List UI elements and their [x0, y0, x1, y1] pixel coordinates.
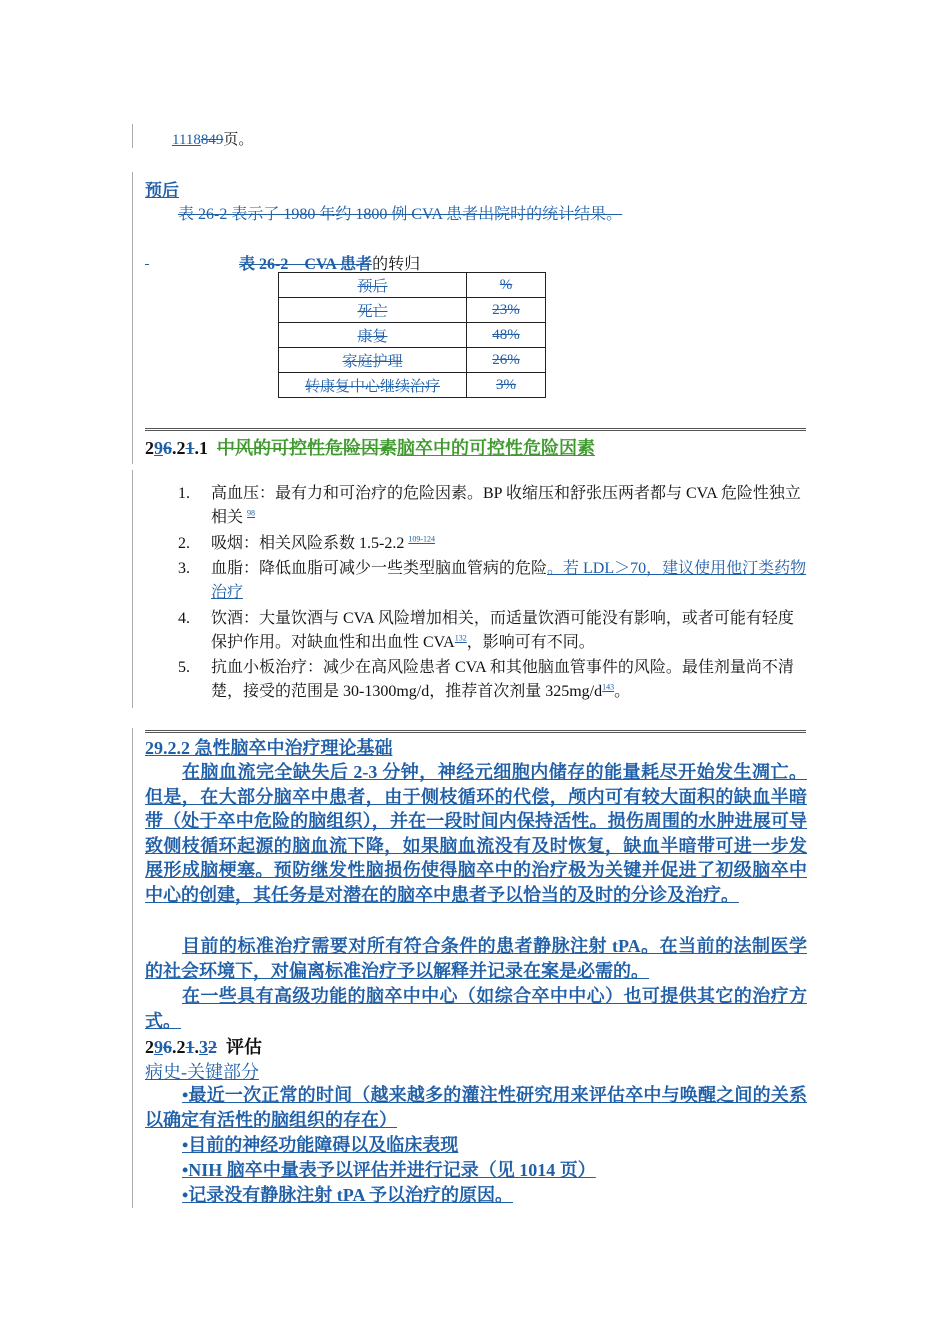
table-row	[279, 298, 546, 323]
list-item: 2. 吸烟：相关风险系数 1.5-2.2 $^{109-124}$	[178, 534, 436, 552]
table-cell: 48%	[467, 323, 546, 348]
table-header-cell: %	[467, 273, 546, 298]
table-cell: 死亡	[279, 298, 467, 323]
section-divider	[145, 730, 806, 733]
table-row	[279, 373, 546, 398]
acute-section-heading: 29.2.2 急性脑卒中治疗理论基础	[145, 738, 393, 758]
list-item: 1. 高血压：最有力和可治疗的危险因素。BP 收缩压和舒张压两者都与 CVA 危险性独立相关 $^{98}$	[178, 485, 801, 526]
table-cell: 23%	[467, 298, 546, 323]
table-cell: 26%	[467, 348, 546, 373]
history-bullet: •目前的神经功能障碍以及临床表现	[182, 1135, 459, 1155]
prognosis-table	[278, 272, 546, 398]
table-caption: 表 26-2 CVA 患者的转归	[239, 256, 421, 273]
table-cell: 家庭护理	[279, 348, 467, 373]
prognosis-heading: 预后	[145, 181, 179, 200]
table-row	[279, 323, 546, 348]
change-bar	[132, 172, 133, 464]
table-row	[279, 273, 546, 298]
list-item: 3. 血脂：降低血脂可减少一些类型脑血管病的危险。若 LDL＞70，建议使用他汀类药物治疗	[178, 560, 807, 601]
table-cell: 转康复中心继续治疗	[279, 373, 467, 398]
change-bar	[132, 470, 133, 708]
section-divider	[145, 428, 806, 431]
page-reference: 1118849页。	[172, 132, 254, 148]
table-cell: 3%	[467, 373, 546, 398]
table-header-cell: 预后	[279, 273, 467, 298]
acute-paragraph-3: 在一些具有高级功能的脑卒中中心（如综合卒中中心）也可提供其它的治疗方式。	[145, 986, 807, 1031]
history-label: 病史-关键部分	[145, 1062, 259, 1082]
table-row	[279, 348, 546, 373]
prognosis-intro: 表 26-2 表示了 1980 年约 1800 例 CVA 患者出院时的统计结果。	[178, 206, 623, 223]
eval-section-heading: 296.21.32 评估	[145, 1037, 262, 1057]
acute-paragraph-1: 在脑血流完全缺失后 2-3 分钟，神经元细胞内储存的能量耗尽开始发生凋亡。但是，在大部分脑卒中患者，由于侧枝循环的代偿，颅内可有较大面积的缺血半暗带（处于卒中危险的脑组织），并在一段时间内保持活性。损伤周围的水肿进展可导致侧枝循环起源的脑血流下降，如果脑血流没有及时恢复，缺血半暗带可进一步发展形成脑梗塞。预防继发性脑损伤使得脑卒中的治疗极为关键并促进了初级脑卒中中心的创建，其任务是对潜在的脑卒中患者予以恰当的及时的分诊及治疗。	[145, 762, 807, 905]
history-bullet: •记录没有静脉注射 tPA 予以治疗的原因。	[182, 1185, 513, 1205]
list-item: 4. 饮酒：大量饮酒与 CVA 风险增加相关，而适量饮酒可能没有影响，或者可能有轻度保护作用。对缺血性和出血性 CVA$^{132}$，影响可有不同。	[178, 610, 794, 651]
change-bar	[132, 124, 133, 148]
table-cell: 康复	[279, 323, 467, 348]
history-bullet: •最近一次正常的时间（越来越多的灌注性研究用来评估卒中与唤醒之间的关系以确定有活性的脑组织的存在）	[145, 1085, 807, 1130]
acute-paragraph-2: 目前的标准治疗需要对所有符合条件的患者静脉注射 tPA。在当前的法制医学的社会环境下，对偏离标准治疗予以解释并记录在案是必需的。	[145, 936, 807, 981]
list-item: 5. 抗血小板治疗：减少在高风险患者 CVA 和其他脑血管事件的风险。最佳剂量尚不清楚，接受的范围是 30-1300mg/d，推荐首次剂量 $325mg/d^{143}$。	[178, 659, 794, 700]
change-bar	[132, 728, 133, 1208]
risk-section-heading: 296.21.1 中风的可控性危险因素脑卒中的可控性危险因素	[145, 438, 595, 458]
history-bullet: •NIH 脑卒中量表予以评估并进行记录（见 1014 页）	[182, 1160, 596, 1180]
